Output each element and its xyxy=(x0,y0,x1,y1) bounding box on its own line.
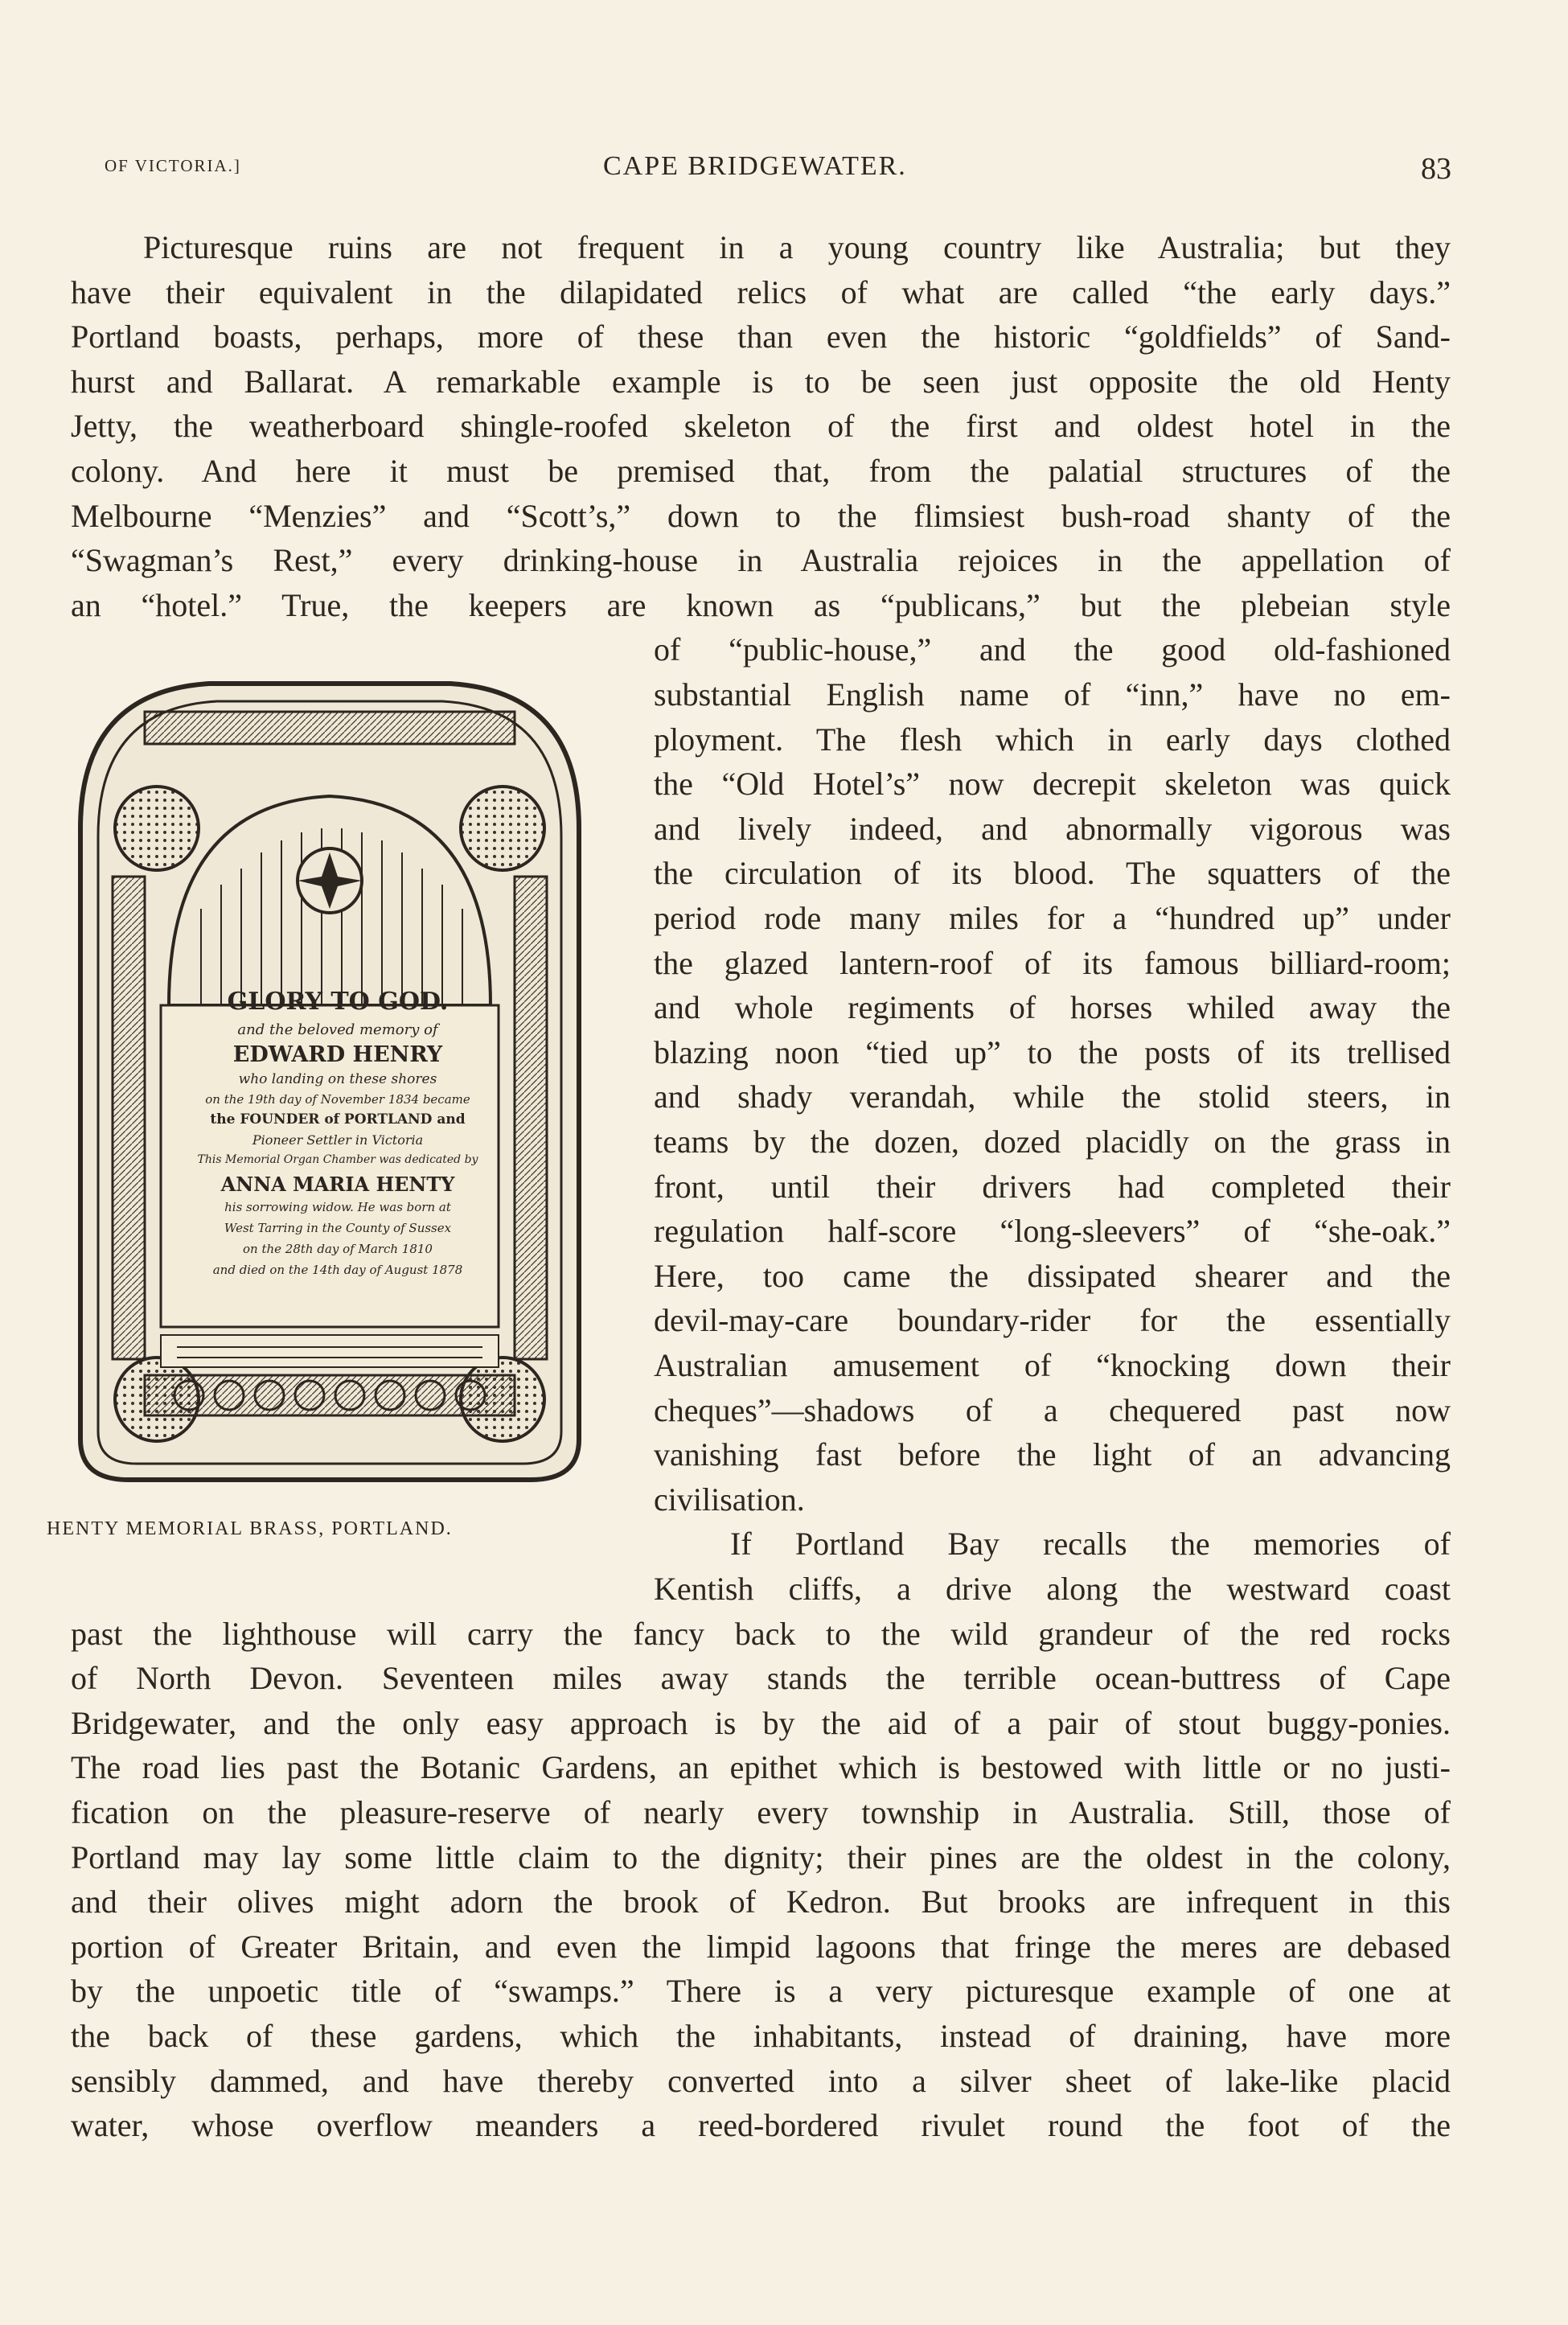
brass-line-13: and died on the 14th day of August 1878 xyxy=(212,1263,463,1277)
text-line: substantial English name of “inn,” have no em- xyxy=(654,676,1451,713)
text-line: the glazed lantern-roof of its famous billiard-room; xyxy=(654,945,1451,981)
text-line: water, whose overflow meanders a reed-bordered rivulet round the foot of the xyxy=(71,2107,1451,2143)
text-line: If Portland Bay recalls the memories of xyxy=(730,1526,1451,1562)
text-line: past the lighthouse will carry the fancy back to the wild grandeur of the red rocks xyxy=(71,1616,1451,1652)
text-line: of “public-house,” and the good old-fashioned xyxy=(654,631,1451,668)
text-line: regulation half-score “long-sleevers” of “she-oak.” xyxy=(654,1213,1451,1249)
text-line: an “hotel.” True, the keepers are known as “publicans,” but the plebeian style xyxy=(71,587,1451,623)
text-line: and whole regiments of horses whiled away the xyxy=(654,989,1451,1025)
brass-line-11: West Tarring in the County of Sussex xyxy=(224,1221,452,1235)
text-line: sensibly dammed, and have thereby converted into a silver sheet of lake-like placid xyxy=(71,2063,1451,2099)
text-line: Jetty, the weatherboard shingle-roofed skeleton of the first and oldest hotel in the xyxy=(71,408,1451,444)
brass-line-7: Pioneer Settler in Victoria xyxy=(252,1132,424,1148)
text-line: cheques”—shadows of a chequered past now xyxy=(654,1392,1451,1428)
figure-caption: HENTY MEMORIAL BRASS, PORTLAND. xyxy=(47,1518,453,1539)
brass-line-10: his sorrowing widow. He was born at xyxy=(224,1200,451,1214)
text-line: Melbourne “Menzies” and “Scott’s,” down to the flimsiest bush-road shanty of the xyxy=(71,498,1451,534)
page-number: 83 xyxy=(1421,152,1451,186)
text-line: civilisation. xyxy=(654,1481,805,1518)
brass-line-3: EDWARD HENRY xyxy=(232,1042,443,1067)
brass-line-6: the FOUNDER of PORTLAND and xyxy=(210,1111,466,1128)
text-line: front, until their drivers had completed their xyxy=(654,1169,1451,1205)
text-line: the “Old Hotel’s” now decrepit skeleton was quick xyxy=(654,766,1451,802)
text-line: blazing noon “tied up” to the posts of its trellised xyxy=(654,1034,1451,1070)
text-line: portion of Greater Britain, and even the limpid lagoons that fringe the meres are debased xyxy=(71,1929,1451,1965)
text-line: The road lies past the Botanic Gardens, an epithet which is bestowed with little or no justi- xyxy=(71,1749,1451,1785)
brass-line-2: and the beloved memory of xyxy=(237,1021,438,1038)
text-line: and lively indeed, and abnormally vigorous was xyxy=(654,811,1451,847)
text-line: the circulation of its blood. The squatters of the xyxy=(654,855,1451,891)
text-line: have their equivalent in the dilapidated relics of what are called “the early days.” xyxy=(71,274,1451,310)
brass-line-8: This Memorial Organ Chamber was dedicated by xyxy=(197,1153,478,1166)
text-line: and shady verandah, while the stolid steers, in xyxy=(654,1078,1451,1115)
text-line: Picturesque ruins are not frequent in a young country like Australia; but they xyxy=(143,229,1451,265)
text-line: Portland may lay some little claim to the dignity; their pines are the oldest in the colony, xyxy=(71,1839,1451,1875)
header-chapter-title: CAPE BRIDGEWATER. xyxy=(603,151,907,181)
header-section-label: OF VICTORIA.] xyxy=(105,156,241,175)
text-line: vanishing fast before the light of an advancing xyxy=(654,1436,1451,1473)
text-line: teams by the dozen, dozed placidly on the grass in xyxy=(654,1123,1451,1160)
text-line: hurst and Ballarat. A remarkable example is to be seen just opposite the old Henty xyxy=(71,364,1451,400)
figure-memorial-brass xyxy=(48,668,611,1536)
text-line: by the unpoetic title of “swamps.” There is a very picturesque example of one at xyxy=(71,1973,1451,2009)
brass-line-12: on the 28th day of March 1810 xyxy=(243,1242,433,1256)
text-line: “Swagman’s Rest,” every drinking-house in Australia rejoices in the appellation of xyxy=(71,542,1451,578)
text-line: period rode many miles for a “hundred up” under xyxy=(654,900,1451,936)
brass-line-4: who landing on these shores xyxy=(238,1071,437,1087)
text-line: the back of these gardens, which the inhabitants, instead of draining, have more xyxy=(71,2018,1451,2054)
text-line: of North Devon. Seventeen miles away stands the terrible ocean-buttress of Cape xyxy=(71,1660,1451,1696)
text-line: Portland boasts, perhaps, more of these than even the historic “goldfields” of Sand- xyxy=(71,318,1451,355)
text-line: devil-may-care boundary-rider for the essentially xyxy=(654,1302,1451,1338)
brass-line-9: ANNA MARIA HENTY xyxy=(220,1173,455,1196)
brass-line-1: GLORY TO GOD. xyxy=(227,988,449,1016)
text-line: colony. And here it must be premised that, from the palatial structures of the xyxy=(71,453,1451,489)
text-line: Kentish cliffs, a drive along the westward coast xyxy=(654,1571,1451,1607)
brass-line-5: on the 19th day of November 1834 became xyxy=(205,1092,470,1107)
text-line: Australian amusement of “knocking down their xyxy=(654,1347,1451,1383)
text-line: Bridgewater, and the only easy approach is by the aid of a pair of stout buggy-ponies. xyxy=(71,1705,1451,1741)
text-line: fication on the pleasure-reserve of nearly every township in Australia. Still, those of xyxy=(71,1794,1451,1830)
text-line: and their olives might adorn the brook of Kedron. But brooks are infrequent in this xyxy=(71,1883,1451,1920)
running-header xyxy=(105,151,1451,199)
text-line: ployment. The flesh which in early days clothed xyxy=(654,721,1451,758)
text-line: Here, too came the dissipated shearer and the xyxy=(654,1258,1451,1294)
